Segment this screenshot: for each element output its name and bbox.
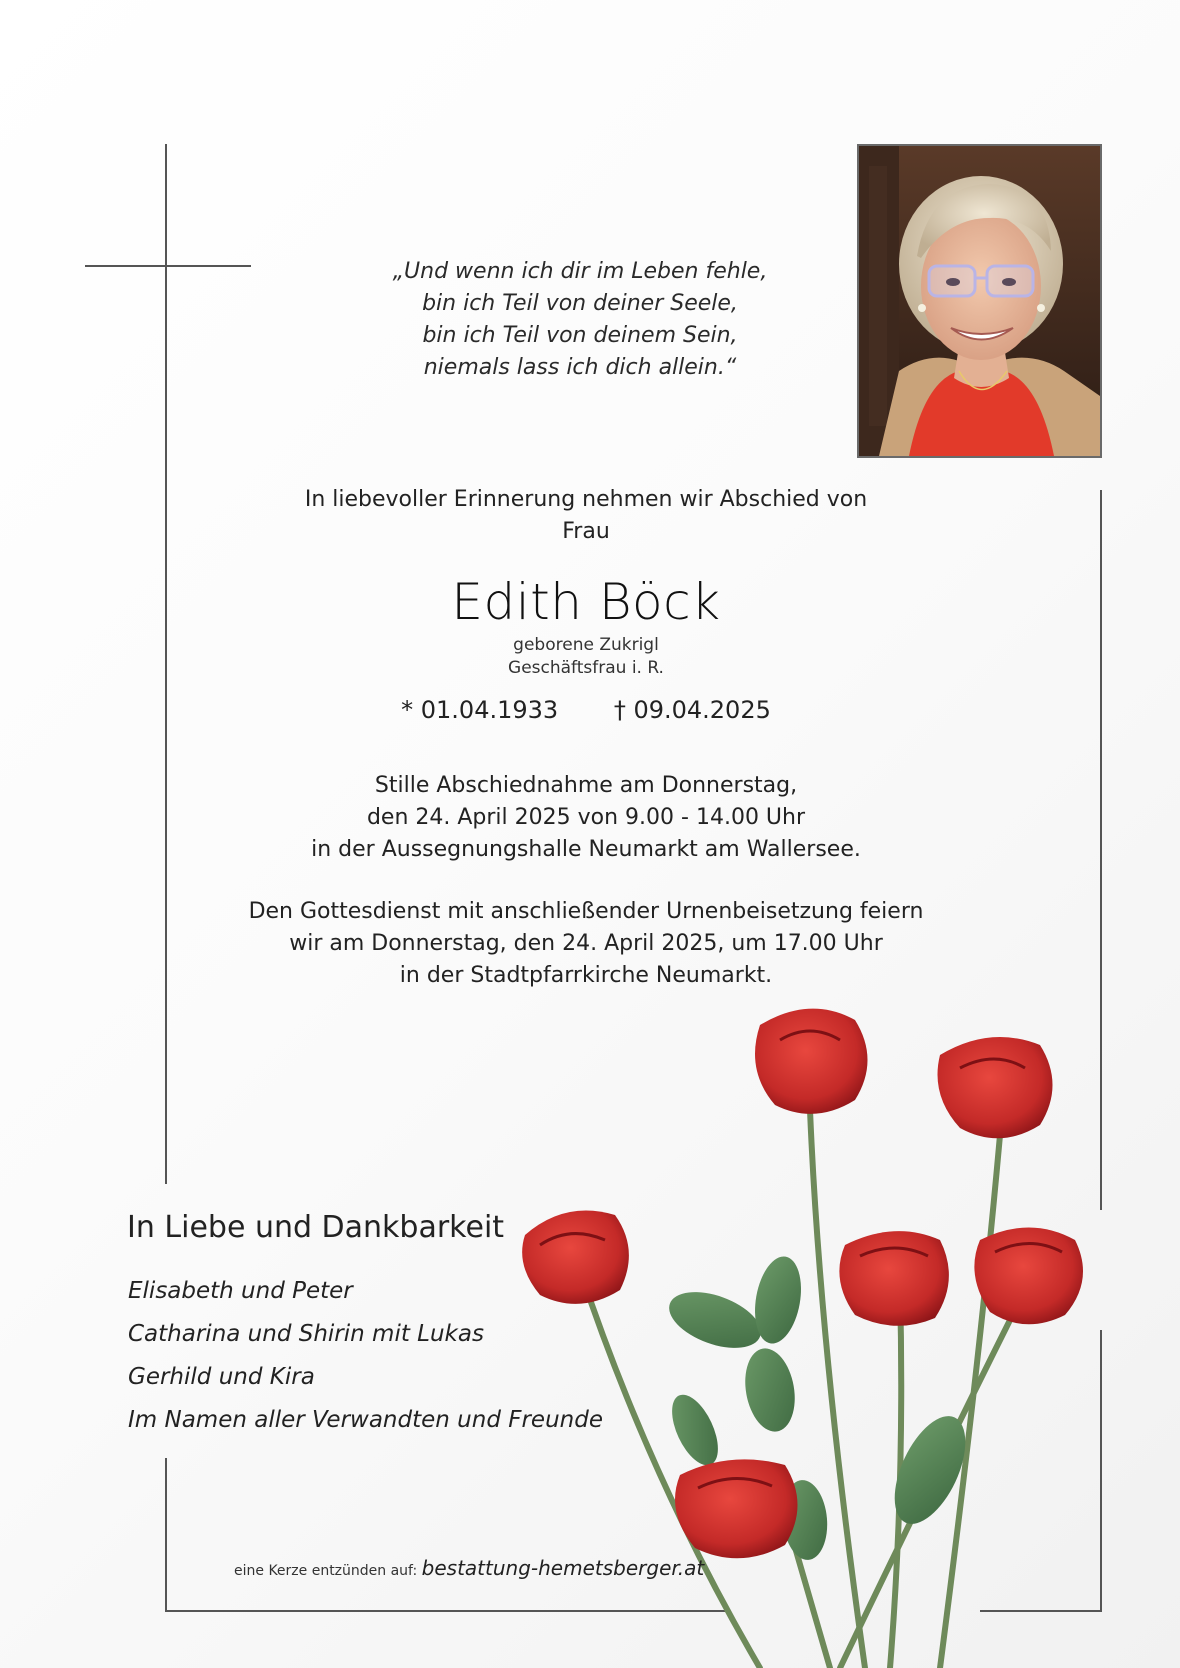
quote-line: bin ich Teil von deiner Seele, — [422, 291, 738, 316]
service-line: in der Stadtpfarrkirche Neumarkt. — [399, 963, 773, 988]
death-date: † 09.04.2025 — [613, 696, 771, 724]
intro-text — [230, 484, 942, 548]
mourner-name: Gerhild und Kira — [128, 1364, 315, 1390]
viewing-info — [230, 770, 942, 866]
quote-line: bin ich Teil von deinem Sein, — [422, 323, 738, 348]
maiden-name: geborene Zukrigl — [513, 635, 659, 655]
intro-line: Frau — [562, 519, 610, 544]
birth-date: * 01.04.1933 — [401, 696, 559, 724]
service-info — [230, 896, 942, 992]
mourners-heading: In Liebe und Dankbarkeit — [127, 1210, 505, 1245]
website-link[interactable]: bestattung-hemetsberger.at — [421, 1556, 705, 1580]
frame-left-lower — [165, 1458, 167, 1612]
cross-icon-horizontal — [85, 265, 251, 267]
viewing-line: den 24. April 2025 von 9.00 - 14.00 Uhr — [366, 805, 806, 830]
viewing-line: in der Aussegnungshalle Neumarkt am Wallersee. — [311, 837, 861, 862]
mourners-list — [128, 1270, 603, 1442]
memorial-quote — [300, 256, 860, 384]
intro-line: In liebevoller Erinnerung nehmen wir Abschied von — [304, 487, 868, 512]
service-line: Den Gottesdienst mit anschließender Urnenbeisetzung feiern — [248, 899, 924, 924]
mourner-name: Elisabeth und Peter — [128, 1278, 353, 1304]
candle-footer — [234, 1556, 704, 1580]
mourner-name: Im Namen aller Verwandten und Freunde — [128, 1407, 603, 1433]
mourner-name: Catharina und Shirin mit Lukas — [128, 1321, 484, 1347]
deceased-name: Edith Böck — [451, 573, 721, 631]
life-dates — [230, 694, 942, 726]
service-line: wir am Donnerstag, den 24. April 2025, um 17.00 Uhr — [289, 931, 883, 956]
occupation: Geschäftsfrau i. R. — [508, 658, 664, 678]
quote-line: niemals lass ich dich allein.“ — [423, 355, 737, 380]
quote-line: „Und wenn ich dir im Leben fehle, — [392, 259, 768, 284]
deceased-details — [230, 634, 942, 680]
viewing-line: Stille Abschiednahme am Donnerstag, — [374, 773, 798, 798]
portrait-photo — [857, 144, 1102, 458]
cross-icon-vertical — [165, 144, 167, 1184]
portrait-illustration — [859, 146, 1100, 456]
footer-prefix: eine Kerze entzünden auf: — [234, 1563, 418, 1579]
